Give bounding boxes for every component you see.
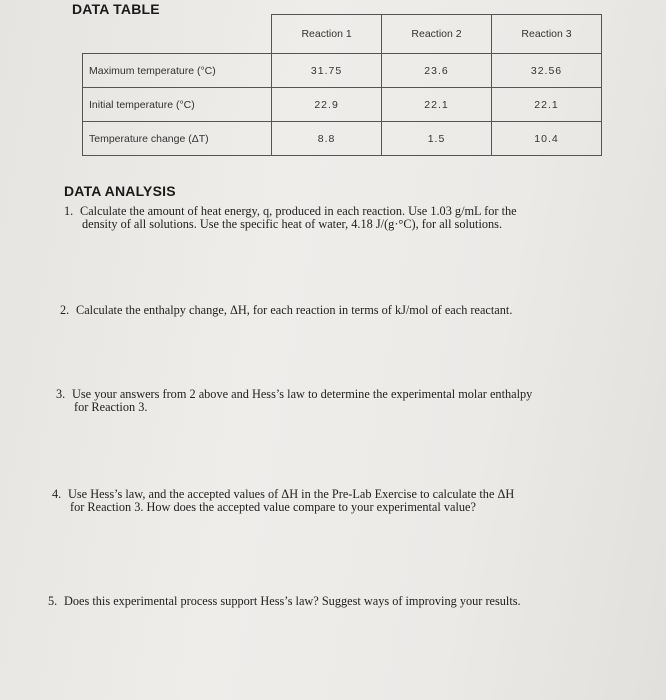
data-table (82, 14, 602, 156)
question-3-number: 3. (56, 387, 66, 401)
question-2-number: 2. (60, 303, 70, 317)
cell-initial-temp-r3: 22.1 (492, 88, 602, 122)
question-5-number: 5. (48, 594, 58, 608)
cell-max-temp-r3: 32.56 (492, 54, 602, 88)
data-analysis-title: DATA ANALYSIS (64, 183, 176, 199)
column-header-reaction-1: Reaction 1 (272, 15, 382, 54)
data-table-title: DATA TABLE (72, 1, 160, 17)
question-1-line-1: Calculate the amount of heat energy, q, produced in each reaction. Use 1.03 g/mL for the (80, 204, 517, 218)
question-4-line-1: Use Hess’s law, and the accepted values of ΔH in the Pre-Lab Exercise to calculate the ΔH (68, 487, 515, 501)
table-header-row (83, 15, 602, 54)
cell-initial-temp-r2: 22.1 (382, 88, 492, 122)
question-4 (52, 488, 652, 514)
row-label-initial-temp: Initial temperature (°C) (83, 88, 272, 122)
question-2-line-1: Calculate the enthalpy change, ΔH, for each reaction in terms of kJ/mol of each reactant. (76, 303, 513, 317)
question-4-number: 4. (52, 487, 62, 501)
question-1-line-2: density of all solutions. Use the specific heat of water, 4.18 J/(g·°C), for all solutions. (82, 217, 503, 231)
column-header-reaction-3: Reaction 3 (492, 15, 602, 54)
table-row (83, 122, 602, 156)
question-2 (60, 304, 640, 317)
cell-max-temp-r1: 31.75 (272, 54, 382, 88)
question-3-line-1: Use your answers from 2 above and Hess’s law to determine the experimental molar enthalpy (72, 387, 533, 401)
table-row (83, 54, 602, 88)
question-4-line-2: for Reaction 3. How does the accepted value compare to your experimental value? (70, 500, 476, 514)
cell-max-temp-r2: 23.6 (382, 54, 492, 88)
column-header-reaction-2: Reaction 2 (382, 15, 492, 54)
question-3-line-2: for Reaction 3. (74, 400, 148, 414)
question-5-line-1: Does this experimental process support Hess’s law? Suggest ways of improving your results. (64, 594, 521, 608)
cell-temp-change-r1: 8.8 (272, 122, 382, 156)
table-corner-cell (83, 15, 272, 54)
question-3 (56, 388, 646, 414)
cell-temp-change-r3: 10.4 (492, 122, 602, 156)
question-5 (48, 595, 658, 608)
table-row (83, 88, 602, 122)
question-1 (64, 205, 634, 231)
cell-initial-temp-r1: 22.9 (272, 88, 382, 122)
question-1-number: 1. (64, 204, 74, 218)
row-label-temp-change: Temperature change (ΔT) (83, 122, 272, 156)
row-label-max-temp: Maximum temperature (°C) (83, 54, 272, 88)
cell-temp-change-r2: 1.5 (382, 122, 492, 156)
